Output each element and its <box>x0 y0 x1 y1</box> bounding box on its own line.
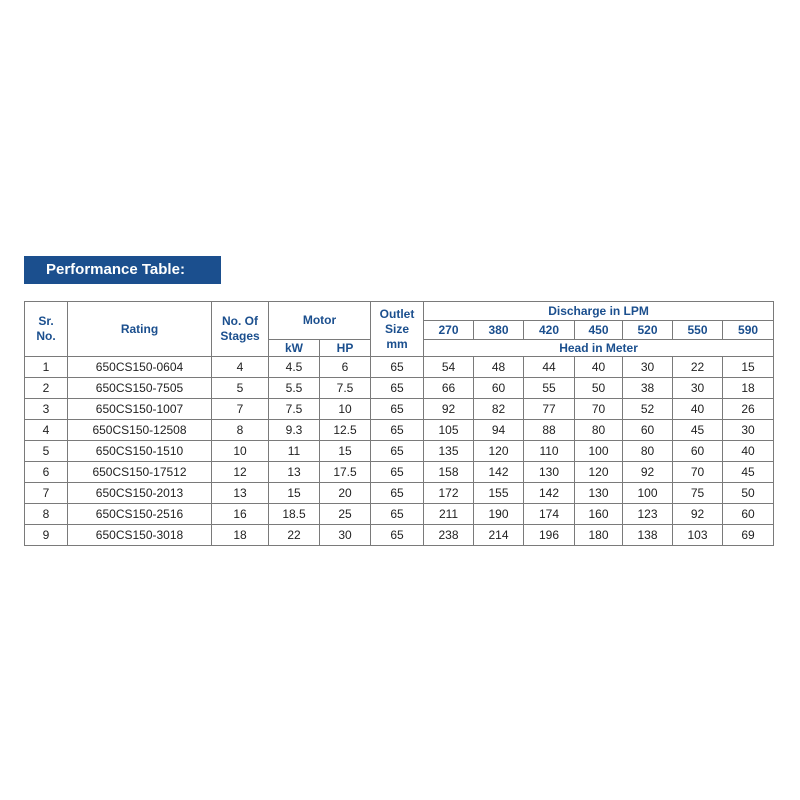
head-cell: 70 <box>673 462 723 483</box>
head-cell: 60 <box>673 441 723 462</box>
discharge-value-cell: 270 <box>424 321 474 340</box>
discharge-value-cell: 380 <box>474 321 524 340</box>
head-cell: 80 <box>623 441 673 462</box>
sr-cell: 5 <box>25 441 68 462</box>
table-row <box>25 504 774 525</box>
hp-cell: 25 <box>320 504 371 525</box>
kw-cell: 15 <box>269 483 320 504</box>
head-cell: 30 <box>623 357 673 378</box>
head-cell: 40 <box>723 441 774 462</box>
head-cell: 100 <box>623 483 673 504</box>
section-title: Performance Table: <box>24 256 221 284</box>
head-cell: 15 <box>723 357 774 378</box>
header-head: Head in Meter <box>424 340 774 357</box>
head-cell: 88 <box>524 420 575 441</box>
head-cell: 40 <box>575 357 623 378</box>
head-cell: 211 <box>424 504 474 525</box>
kw-cell: 22 <box>269 525 320 546</box>
stages-cell: 12 <box>212 462 269 483</box>
rating-cell: 650CS150-2013 <box>68 483 212 504</box>
kw-cell: 11 <box>269 441 320 462</box>
kw-cell: 7.5 <box>269 399 320 420</box>
discharge-value-cell: 590 <box>723 321 774 340</box>
header-sr-no-line2: No. <box>36 329 56 343</box>
head-cell: 69 <box>723 525 774 546</box>
header-motor: Motor <box>269 302 371 340</box>
rating-cell: 650CS150-17512 <box>68 462 212 483</box>
header-discharge: Discharge in LPM <box>424 302 774 321</box>
head-cell: 190 <box>474 504 524 525</box>
table-row <box>25 357 774 378</box>
rating-cell: 650CS150-12508 <box>68 420 212 441</box>
head-cell: 105 <box>424 420 474 441</box>
performance-table <box>24 301 774 546</box>
head-cell: 75 <box>673 483 723 504</box>
head-cell: 60 <box>723 504 774 525</box>
head-cell: 18 <box>723 378 774 399</box>
table-row <box>25 462 774 483</box>
head-cell: 135 <box>424 441 474 462</box>
hp-cell: 17.5 <box>320 462 371 483</box>
sr-cell: 6 <box>25 462 68 483</box>
head-cell: 77 <box>524 399 575 420</box>
head-cell: 142 <box>524 483 575 504</box>
stages-cell: 8 <box>212 420 269 441</box>
head-cell: 38 <box>623 378 673 399</box>
head-cell: 174 <box>524 504 575 525</box>
head-cell: 160 <box>575 504 623 525</box>
outlet-cell: 65 <box>371 378 424 399</box>
table-row <box>25 399 774 420</box>
table-body <box>25 357 774 546</box>
header-hp: HP <box>320 340 371 357</box>
header-stages-line1: No. Of <box>222 314 258 328</box>
sr-cell: 2 <box>25 378 68 399</box>
head-cell: 155 <box>474 483 524 504</box>
head-cell: 45 <box>723 462 774 483</box>
rating-cell: 650CS150-2516 <box>68 504 212 525</box>
head-cell: 103 <box>673 525 723 546</box>
discharge-value-cell: 420 <box>524 321 575 340</box>
discharge-value-cell: 450 <box>575 321 623 340</box>
stages-cell: 13 <box>212 483 269 504</box>
outlet-cell: 65 <box>371 504 424 525</box>
head-cell: 92 <box>424 399 474 420</box>
header-kw: kW <box>269 340 320 357</box>
header-sr-no-line1: Sr. <box>38 314 54 328</box>
head-cell: 196 <box>524 525 575 546</box>
head-cell: 142 <box>474 462 524 483</box>
table-row <box>25 525 774 546</box>
head-cell: 180 <box>575 525 623 546</box>
head-cell: 94 <box>474 420 524 441</box>
sr-cell: 9 <box>25 525 68 546</box>
hp-cell: 15 <box>320 441 371 462</box>
hp-cell: 20 <box>320 483 371 504</box>
head-cell: 66 <box>424 378 474 399</box>
table-row <box>25 378 774 399</box>
head-cell: 48 <box>474 357 524 378</box>
stages-cell: 18 <box>212 525 269 546</box>
head-cell: 40 <box>673 399 723 420</box>
head-cell: 130 <box>575 483 623 504</box>
outlet-cell: 65 <box>371 441 424 462</box>
head-cell: 52 <box>623 399 673 420</box>
head-cell: 110 <box>524 441 575 462</box>
outlet-cell: 65 <box>371 357 424 378</box>
outlet-cell: 65 <box>371 525 424 546</box>
head-cell: 45 <box>673 420 723 441</box>
head-cell: 30 <box>673 378 723 399</box>
hp-cell: 7.5 <box>320 378 371 399</box>
head-cell: 100 <box>575 441 623 462</box>
table-row <box>25 483 774 504</box>
head-cell: 26 <box>723 399 774 420</box>
head-cell: 22 <box>673 357 723 378</box>
rating-cell: 650CS150-1510 <box>68 441 212 462</box>
head-cell: 138 <box>623 525 673 546</box>
discharge-value-cell: 520 <box>623 321 673 340</box>
head-cell: 54 <box>424 357 474 378</box>
kw-cell: 4.5 <box>269 357 320 378</box>
header-rating: Rating <box>68 302 212 357</box>
sr-cell: 7 <box>25 483 68 504</box>
head-cell: 80 <box>575 420 623 441</box>
header-outlet-line3: mm <box>386 336 408 351</box>
head-cell: 238 <box>424 525 474 546</box>
header-stages-line2: Stages <box>220 329 260 343</box>
head-cell: 123 <box>623 504 673 525</box>
header-sr-no <box>25 302 68 357</box>
head-cell: 214 <box>474 525 524 546</box>
head-cell: 82 <box>474 399 524 420</box>
head-cell: 92 <box>623 462 673 483</box>
discharge-value-cell: 550 <box>673 321 723 340</box>
stages-cell: 16 <box>212 504 269 525</box>
head-cell: 172 <box>424 483 474 504</box>
header-outlet-line2: Size <box>385 321 410 336</box>
head-cell: 60 <box>623 420 673 441</box>
outlet-cell: 65 <box>371 420 424 441</box>
head-cell: 30 <box>723 420 774 441</box>
head-cell: 55 <box>524 378 575 399</box>
kw-cell: 5.5 <box>269 378 320 399</box>
outlet-cell: 65 <box>371 483 424 504</box>
head-cell: 120 <box>474 441 524 462</box>
head-cell: 70 <box>575 399 623 420</box>
kw-cell: 18.5 <box>269 504 320 525</box>
kw-cell: 9.3 <box>269 420 320 441</box>
rating-cell: 650CS150-1007 <box>68 399 212 420</box>
sr-cell: 4 <box>25 420 68 441</box>
kw-cell: 13 <box>269 462 320 483</box>
outlet-cell: 65 <box>371 462 424 483</box>
outlet-cell: 65 <box>371 399 424 420</box>
table-row <box>25 420 774 441</box>
stages-cell: 4 <box>212 357 269 378</box>
hp-cell: 30 <box>320 525 371 546</box>
head-cell: 92 <box>673 504 723 525</box>
sr-cell: 8 <box>25 504 68 525</box>
head-cell: 60 <box>474 378 524 399</box>
head-cell: 50 <box>723 483 774 504</box>
head-cell: 50 <box>575 378 623 399</box>
head-cell: 130 <box>524 462 575 483</box>
header-outlet-line1: Outlet <box>379 306 415 321</box>
rating-cell: 650CS150-7505 <box>68 378 212 399</box>
head-cell: 158 <box>424 462 474 483</box>
head-cell: 120 <box>575 462 623 483</box>
rating-cell: 650CS150-3018 <box>68 525 212 546</box>
header-stages <box>212 302 269 357</box>
hp-cell: 6 <box>320 357 371 378</box>
stages-cell: 5 <box>212 378 269 399</box>
header-outlet-size <box>371 302 424 357</box>
stages-cell: 7 <box>212 399 269 420</box>
table-row <box>25 441 774 462</box>
stages-cell: 10 <box>212 441 269 462</box>
head-cell: 44 <box>524 357 575 378</box>
rating-cell: 650CS150-0604 <box>68 357 212 378</box>
sr-cell: 3 <box>25 399 68 420</box>
hp-cell: 12.5 <box>320 420 371 441</box>
hp-cell: 10 <box>320 399 371 420</box>
sr-cell: 1 <box>25 357 68 378</box>
